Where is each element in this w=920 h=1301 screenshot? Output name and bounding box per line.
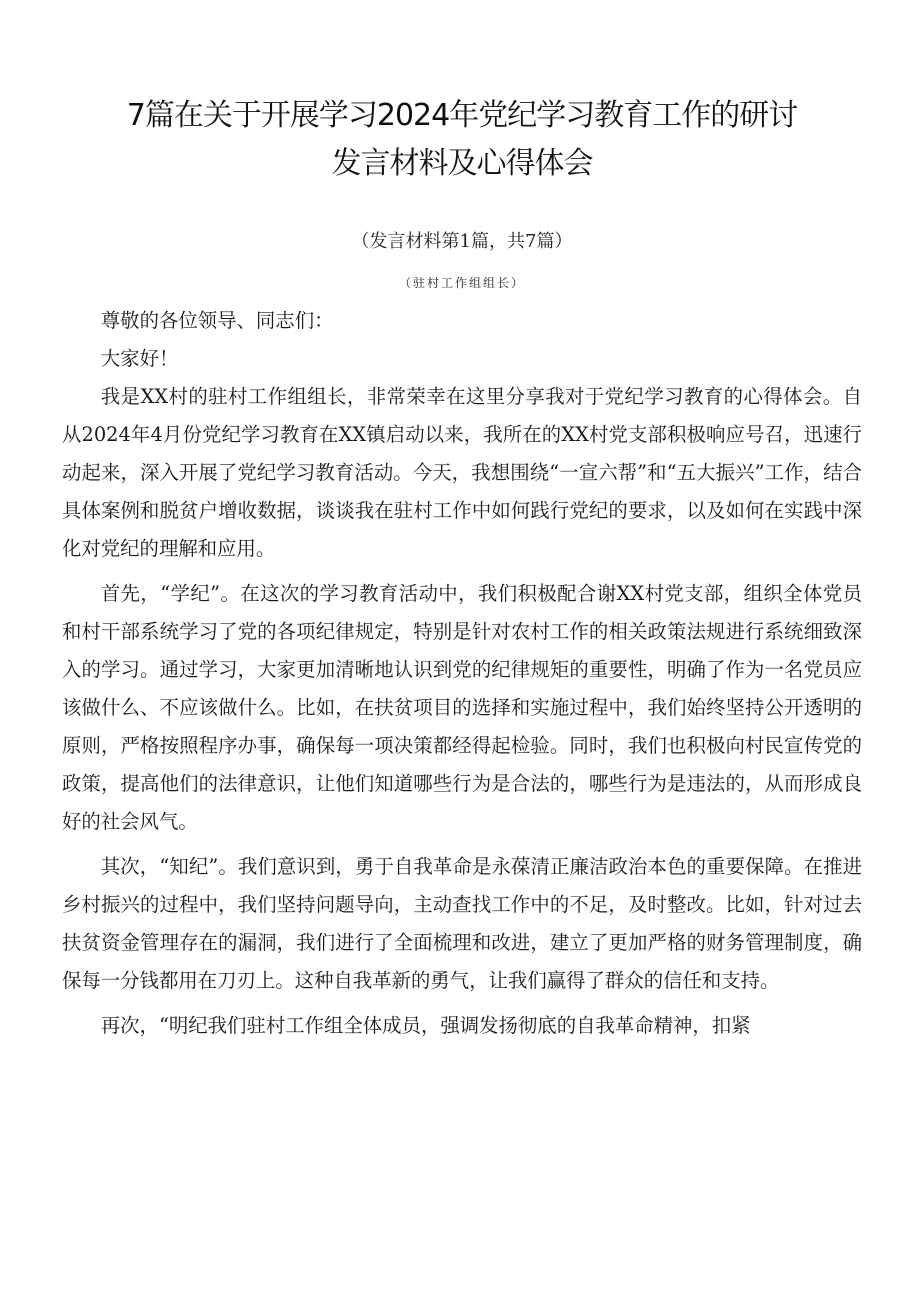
- paragraph-3: 其次，“知纪”。我们意识到，勇于自我革命是永葆清正廉洁政治本色的重要保障。在推进乡村振兴的过程中，我们坚持问题导向，主动查找工作中的不足，及时整改。比如，针对过去扶贫资金管理存在的漏洞，我们进行了全面梳理和改进，建立了更加严格的财务管理制度，确保每一分钱都用在刀刃上。这种自我革新的勇气，让我们赢得了群众的信任和支持。: [62, 855, 862, 992]
- document-title: [62, 92, 862, 188]
- paragraph-1: 我是XX村的驻村工作组组长，非常荣幸在这里分享我对于党纪学习教育的心得体会。自从2024年4月份党纪学习教育在XX镇启动以来，我所在的XX村党支部积极响应号召，迅速行动起来，深入开展了党纪学习教育活动。今天，我想围绕“一宣六帮”和“五大振兴”工作，结合具体案例和脱贫户增收数据，谈谈我在驻村工作中如何践行党纪的要求，以及如何在实践中深化对党纪的理解和应用。: [62, 385, 862, 560]
- paragraph-4: 再次，“明纪我们驻村工作组全体成员，强调发扬彻底的自我革命精神，扣紧: [100, 1014, 751, 1037]
- document-subtitle: （发言材料第1篇，共7篇）: [351, 231, 573, 252]
- salutation: 尊敬的各位领导、同志们：: [100, 309, 334, 332]
- title-line-2: 发言材料及心得体会: [331, 146, 593, 181]
- paragraph-2: 首先，“学纪”。在这次的学习教育活动中，我们积极配合谢XX村党支部，组织全体党员和村干部系统学习了党的各项纪律规定，特别是针对农村工作的相关政策法规进行系统细致深入的学习。通过学习，大家更加清晰地认识到党的纪律规矩的重要性，明确了作为一名党员应该做什么、不应该做什么。比如，在扶贫项目的选择和实施过程中，我们始终坚持公开透明的原则，严格按照程序办事，确保每一项决策都经得起检验。同时，我们也积极向村民宣传党的政策，提高他们的法律意识，让他们知道哪些行为是合法的，哪些行为是违法的，从而形成良好的社会风气。: [62, 582, 862, 833]
- greeting: 大家好！: [100, 347, 179, 370]
- title-line-1: 7篇在关于开展学习2024年党纪学习教育工作的研讨: [126, 98, 798, 133]
- author-byline: （驻村工作组组长）: [398, 276, 525, 290]
- document-body: [62, 302, 862, 1045]
